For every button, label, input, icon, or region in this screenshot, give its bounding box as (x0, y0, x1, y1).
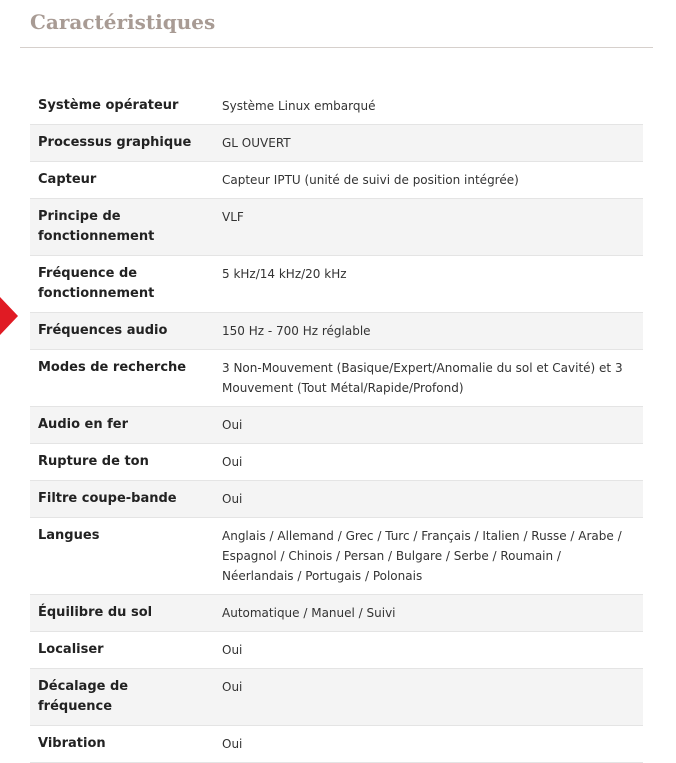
spec-value: 150 Hz - 700 Hz réglable (214, 313, 643, 350)
spec-row (30, 162, 643, 199)
spec-label: Langues (30, 518, 214, 595)
section-title: Caractéristiques (30, 10, 216, 34)
spec-label: Fréquences audio (30, 313, 214, 350)
spec-value: Oui (214, 669, 643, 726)
spec-value: Oui (214, 726, 643, 763)
spec-label: Audio en fer (30, 407, 214, 444)
spec-value: 3 Non-Mouvement (Basique/Expert/Anomalie du sol et Cavité) et 3 Mouvement (Tout Métal/Rapide/Profond) (214, 350, 643, 407)
specifications-body (30, 88, 643, 763)
spec-row (30, 256, 643, 313)
spec-label: Filtre coupe-bande (30, 481, 214, 518)
spec-value: VLF (214, 199, 643, 256)
spec-row (30, 518, 643, 595)
spec-value: GL OUVERT (214, 125, 643, 162)
spec-label: Fréquence de fonctionnement (30, 256, 214, 313)
title-divider (20, 47, 653, 48)
spec-row (30, 125, 643, 162)
spec-row (30, 313, 643, 350)
spec-label: Modes de recherche (30, 350, 214, 407)
spec-value: 5 kHz/14 kHz/20 kHz (214, 256, 643, 313)
spec-value: Capteur IPTU (unité de suivi de position intégrée) (214, 162, 643, 199)
spec-row (30, 88, 643, 125)
spec-value: Oui (214, 481, 643, 518)
spec-value: Automatique / Manuel / Suivi (214, 595, 643, 632)
spec-value: Anglais / Allemand / Grec / Turc / Français / Italien / Russe / Arabe / Espagnol / Chinois / Persan / Bulgare / Serbe / Roumain / Néerlandais / Portugais / Polonais (214, 518, 643, 595)
spec-row (30, 407, 643, 444)
spec-label: Principe de fonctionnement (30, 199, 214, 256)
spec-label: Processus graphique (30, 125, 214, 162)
spec-row (30, 444, 643, 481)
spec-label: Décalage de fréquence (30, 669, 214, 726)
spec-label: Équilibre du sol (30, 595, 214, 632)
spec-row (30, 481, 643, 518)
spec-label: Vibration (30, 726, 214, 763)
spec-label: Rupture de ton (30, 444, 214, 481)
spec-row (30, 632, 643, 669)
spec-label: Capteur (30, 162, 214, 199)
spec-label: Localiser (30, 632, 214, 669)
spec-row (30, 350, 643, 407)
spec-row (30, 199, 643, 256)
spec-value: Oui (214, 444, 643, 481)
spec-value: Système Linux embarqué (214, 88, 643, 125)
spec-value: Oui (214, 407, 643, 444)
spec-row (30, 726, 643, 763)
red-arrow-marker-icon (0, 297, 18, 335)
spec-label: Système opérateur (30, 88, 214, 125)
spec-value: Oui (214, 632, 643, 669)
specifications-table (30, 88, 643, 763)
spec-row (30, 595, 643, 632)
spec-row (30, 669, 643, 726)
